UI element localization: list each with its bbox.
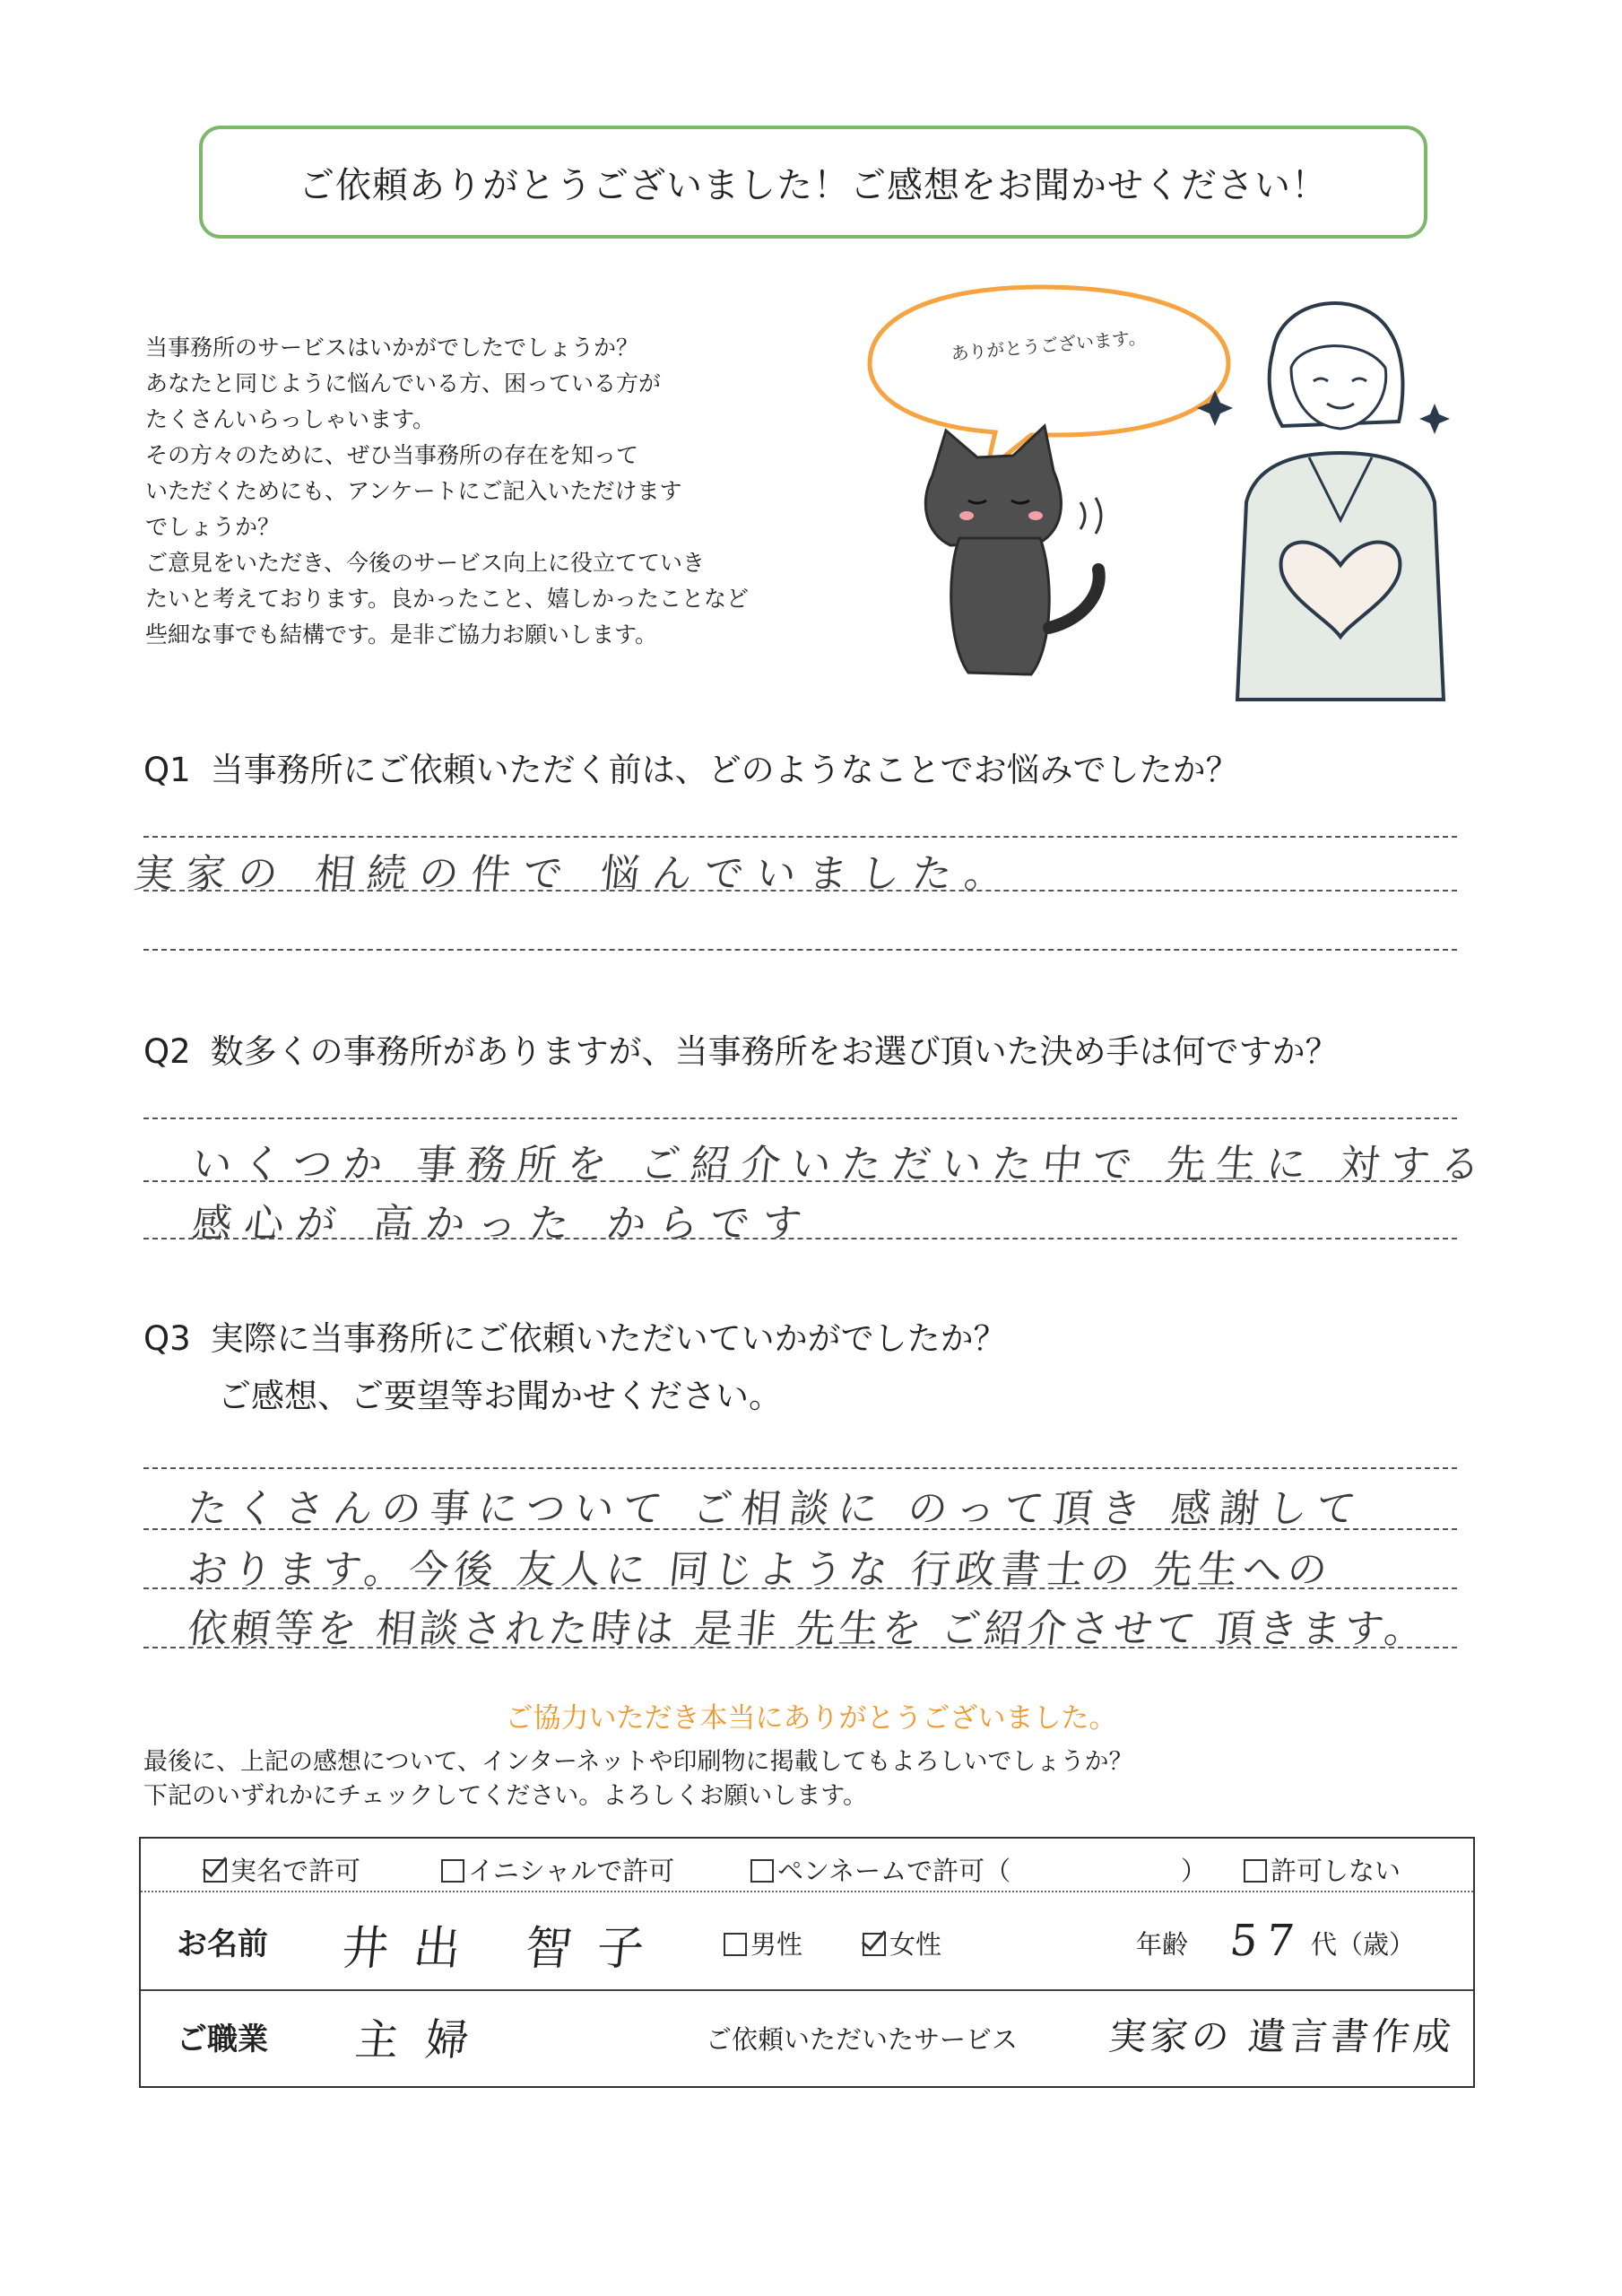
job-value-handwritten: 主婦 [352,2015,499,2066]
question-number: Q3 [143,1319,191,1358]
answer-handwritten: 感心が 高かった からです [189,1201,817,1247]
age-unit: 代（歳） [1311,1929,1416,1960]
intro-text [145,330,845,653]
option-initial[interactable]: イニシャルで許可 [441,1851,674,1888]
service-value-handwritten: 実家の 遺言書作成 [1106,2014,1457,2058]
option-pen-name-close: ） [1181,1856,1208,1886]
speech-bubble-text: ありがとうございます。 [950,326,1148,365]
question-1 [143,743,1239,791]
answer-line [143,1587,1457,1589]
checkbox-checked-icon[interactable] [863,1933,886,1956]
cat-icon [925,426,1101,674]
name-label: お名前 [177,1926,268,1962]
intro-line: 些細な事でも結構です。是非ご協力お願いします。 [145,622,658,648]
woman-illustration [1197,303,1450,700]
thanks-message: ご協力いただき本当にありがとうございました。 [505,1702,1117,1735]
answer-handwritten: 依頼等を 相談された時は 是非 先生を ご紹介させて 頂きます。 [185,1606,1430,1652]
row-divider [141,1989,1473,1991]
answer-handwritten: おります。今後 友人に 同じような 行政書士の 先生への [185,1547,1335,1593]
option-pen-name[interactable]: ペンネームで許可（ [750,1851,1010,1888]
option-real-name[interactable]: 実名で許可 [204,1851,360,1888]
checkbox-icon[interactable] [1244,1859,1267,1883]
question-2 [143,1024,1339,1073]
service-label: ご依頼いただいたサービス [706,2024,1019,2055]
answer-handwritten: いくつか 事務所を ご紹介いただいた中で 先生に 対する [189,1142,1494,1187]
permission-question: 最後に、上記の感想について、インターネットや印刷物に掲載してもよろしいでしょうか？ [143,1748,1133,1776]
answer-handwritten: 実家の 相続の件で 悩んでいました。 [131,851,1019,897]
answer-line [143,1467,1457,1469]
intro-line: その方々のために、ぜひ当事務所の存在を知って [145,442,639,468]
consent-form [139,1837,1475,2088]
question-number: Q2 [143,1032,191,1071]
page-title: ご依頼ありがとうございました！ご感想をお聞かせください！ [199,126,1427,239]
answer-line [143,1238,1457,1239]
name-value-handwritten: 井出 智子 [339,1922,672,1976]
intro-line: たくさんいらっしゃいます。 [145,406,436,432]
intro-line: でしょうか？ [145,514,281,540]
age-label: 年齢 [1136,1929,1189,1960]
question-number: Q1 [143,751,191,789]
question-text: 実際に当事務所にご依頼いただいていかがでしたか？ [210,1319,1007,1358]
permission-instruction: 下記のいずれかにチェックしてください。よろしくお願いします。 [143,1782,868,1810]
answer-line [143,1647,1457,1648]
gender-male[interactable]: 男性 [724,1925,802,1961]
answer-line [143,890,1457,891]
intro-line: あなたと同じように悩んでいる方、困っている方が [145,370,662,396]
age-value-handwritten: 57 [1227,1916,1306,1966]
checkbox-checked-icon[interactable] [204,1859,227,1883]
intro-line: いただくためにも、アンケートにご記入いただけます [145,478,682,504]
checkbox-icon[interactable] [724,1933,747,1956]
intro-line: 当事務所のサービスはいかがでしたでしょうか？ [145,335,639,361]
option-deny[interactable]: 許可しない [1244,1851,1401,1888]
answer-line [143,949,1457,951]
answer-line [143,836,1457,838]
intro-line: たいと考えております。良かったこと、嬉しかったことなど [145,586,750,612]
job-label: ご職業 [177,2022,268,2057]
answer-line [143,1118,1457,1119]
question-text: 当事務所にご依頼いただく前は、どのようなことでお悩みでしたか？ [210,751,1239,789]
answer-line [143,1528,1457,1530]
answer-handwritten: たくさんの事について ご相談に のって頂き 感謝して [185,1486,1367,1532]
intro-line: ご意見をいただき、今後のサービス向上に役立てていき [145,550,706,576]
checkbox-icon[interactable] [441,1859,464,1883]
row-divider [141,1891,1473,1892]
answer-line [143,1180,1457,1182]
question-text: 数多くの事務所がありますが、当事務所をお選び頂いた決め手は何ですか？ [210,1032,1339,1071]
question-3 [143,1311,1007,1360]
illustration [861,269,1506,718]
checkbox-icon[interactable] [750,1859,774,1883]
gender-female[interactable]: 女性 [863,1925,941,1961]
question-3-line2: ご感想、ご要望等お聞かせください。 [218,1377,782,1415]
